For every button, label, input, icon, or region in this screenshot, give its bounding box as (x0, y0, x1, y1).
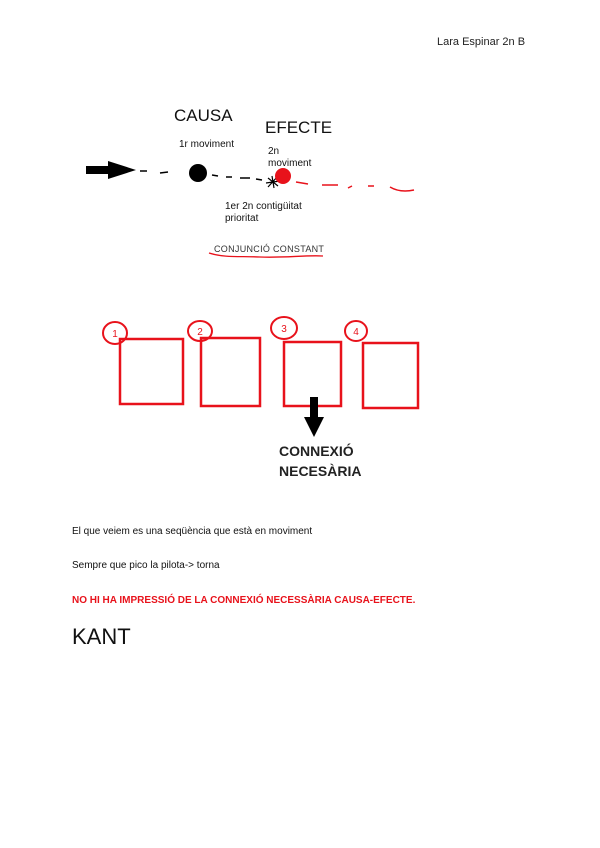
body-line-sequence: El que veiem es una seqüència que està en moviment (72, 526, 313, 537)
contiguity-line1: 1er 2n contigüitat (225, 201, 302, 212)
cause-label: CAUSA (174, 106, 233, 125)
second-movement-line1: 2n (268, 146, 280, 157)
constant-conjunction-label: CONJUNCIÓ CONSTANT (214, 244, 325, 254)
number-1: 1 (112, 329, 118, 340)
sequence-box-1 (120, 339, 183, 404)
body-line-no-impression: NO HI HA IMPRESSIÓ DE LA CONNEXIÓ NECESSÀRIA CAUSA-EFECTE. (72, 595, 416, 606)
red-ball (275, 168, 291, 184)
effect-label: EFECTE (265, 118, 333, 137)
black-ball (189, 164, 207, 182)
author-header: Lara Espinar 2n B (437, 36, 526, 48)
down-arrow-icon (304, 397, 324, 437)
contiguity-label (225, 201, 302, 225)
second-movement-line2: moviment (268, 158, 312, 169)
sequence-box-2 (201, 338, 260, 406)
motion-arrow-icon (86, 161, 136, 179)
contiguity-line2: prioritat (225, 213, 259, 224)
number-4: 4 (353, 327, 359, 338)
number-circle-1 (103, 322, 127, 344)
first-movement-label: 1r moviment (179, 139, 235, 150)
sequence-box-3 (284, 342, 341, 406)
number-2: 2 (197, 327, 203, 338)
red-trajectory-dashes (296, 182, 414, 191)
kant-heading: KANT (72, 624, 131, 649)
sequence-box-4 (363, 343, 418, 408)
number-circle-3 (271, 317, 297, 339)
number-3: 3 (281, 324, 287, 335)
body-line-ball: Sempre que pico la pilota-> torna (72, 560, 220, 571)
necessary-connection-line2: NECESÀRIA (279, 463, 362, 479)
necessary-connection-line1: CONNEXIÓ (279, 443, 354, 459)
second-movement-label (268, 146, 311, 170)
number-circle-4 (345, 321, 367, 341)
necessary-connection-label (279, 441, 361, 481)
